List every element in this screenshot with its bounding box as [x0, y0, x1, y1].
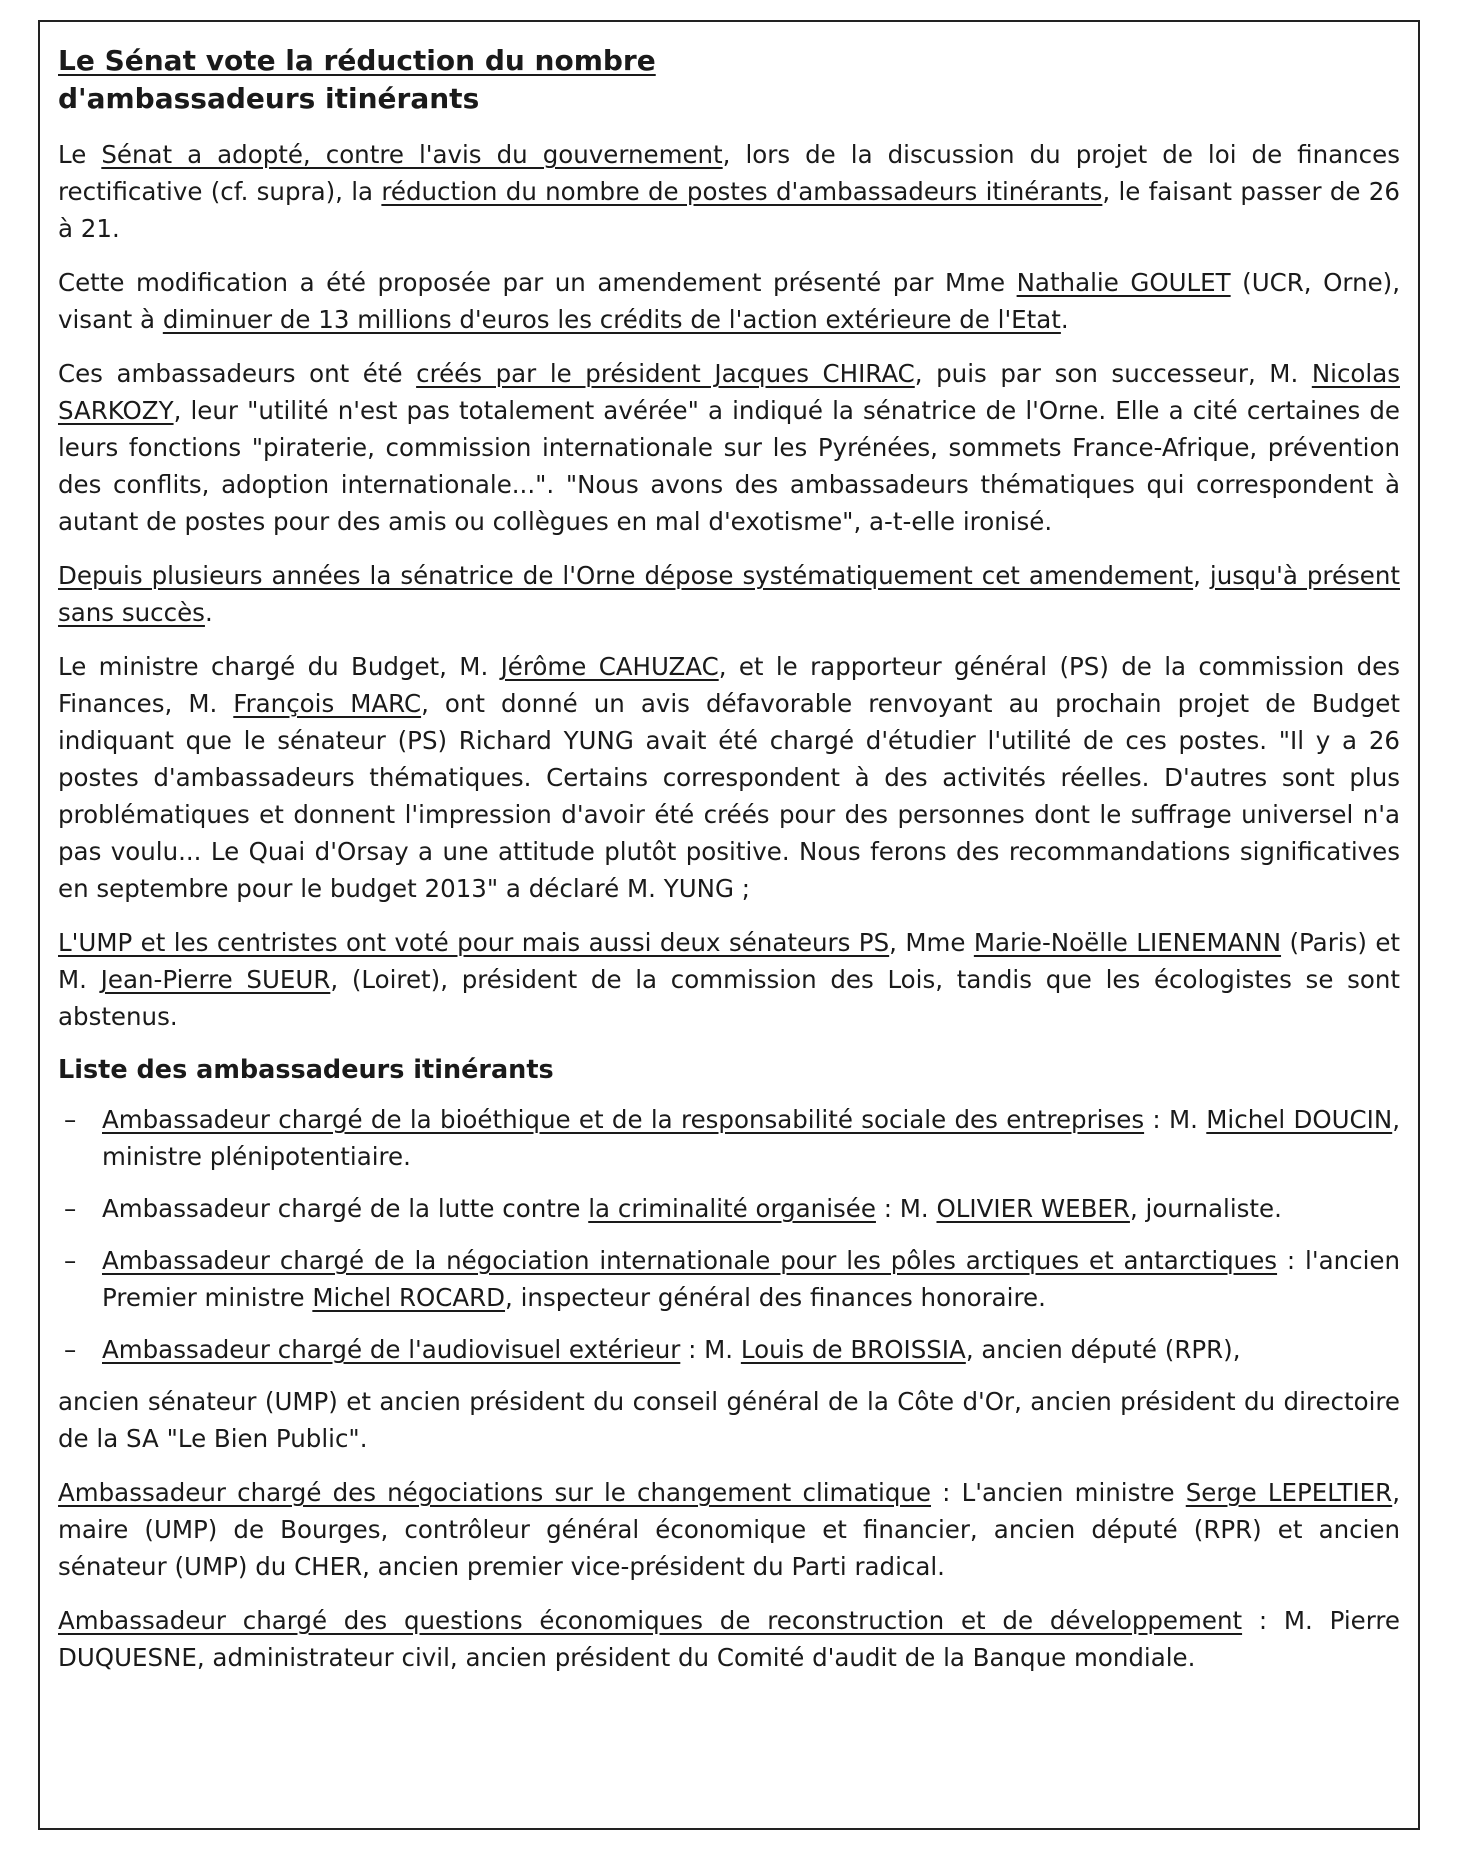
text: , le faisant passer de 26 à 21. [58, 177, 1400, 243]
dash-bullet: – [64, 1246, 77, 1275]
paragraph-5 [58, 648, 1400, 907]
underlined-text: réduction du nombre de postes d'ambassadeurs itinérants [381, 177, 1103, 206]
text: Le [58, 140, 102, 169]
underlined-text: Serge LEPELTIER [1185, 1478, 1393, 1507]
underlined-text: Louis de BROISSIA [740, 1335, 966, 1364]
dash-bullet: – [64, 1105, 77, 1134]
underlined-text: Michel DOUCIN [1206, 1105, 1393, 1134]
underlined-text: la criminalité organisée [588, 1194, 876, 1223]
underlined-text: Michel ROCARD [312, 1283, 506, 1312]
paragraph-4 [58, 557, 1400, 631]
list-item-continuation: ancien sénateur (UMP) et ancien président du conseil général de la Côte d'Or, ancien président du directoire de la SA "Le Bien Public". [58, 1387, 1400, 1453]
paragraph-2 [58, 264, 1400, 338]
title-line-2: d'ambassadeurs itinérants [58, 82, 480, 115]
text: , [1193, 561, 1210, 590]
text: , inspecteur général des finances honoraire. [505, 1283, 1046, 1312]
underlined-text: créés par le président Jacques CHIRAC [416, 359, 915, 388]
underlined-text: jusqu'à présent sans succès [58, 561, 1400, 627]
underlined-text: Nicolas SARKOZY [58, 359, 1400, 425]
underlined-text: L'UMP et les centristes ont voté pour mais aussi deux sénateurs PS [58, 928, 890, 957]
underlined-text: Depuis plusieurs années la sénatrice de l'Orne dépose systématiquement cet amendement [58, 561, 1194, 590]
underlined-text: Ambassadeur chargé des questions économiques de reconstruction et de développement [58, 1606, 1243, 1635]
text: , et le rapporteur général (PS) de la commission des Finances, M. [58, 652, 1400, 718]
text: , journaliste. [1129, 1194, 1282, 1223]
text: : M. Pierre DUQUESNE, administrateur civil, ancien président du Comité d'audit de la Banque mondiale. [58, 1606, 1400, 1672]
text: : M. [1144, 1105, 1207, 1134]
text: , puis par son successeur, M. [914, 359, 1312, 388]
text: : l'ancien Premier ministre [102, 1246, 1401, 1312]
article-title [58, 42, 758, 118]
text: (UCR, Orne), visant à [58, 268, 1401, 334]
dash-bullet: – [64, 1335, 77, 1364]
text: , maire (UMP) de Bourges, contrôleur général économique et financier, ancien député (RPR) et ancien sénateur (UMP) du CHER, ancien premier vice-président du Parti radical. [58, 1478, 1400, 1581]
text: : L'ancien ministre [931, 1478, 1186, 1507]
underlined-text: Jean-Pierre SUEUR [100, 965, 331, 994]
dash-bullet: – [64, 1194, 77, 1223]
text: . [1060, 305, 1069, 334]
article-content [58, 42, 1400, 1818]
paragraph-6 [58, 924, 1400, 1035]
text: . [204, 598, 213, 627]
underlined-text: diminuer de 13 millions d'euros les crédits de l'action extérieure de l'Etat [162, 305, 1061, 334]
text: : M. [875, 1194, 937, 1223]
text: Ces ambassadeurs ont été [58, 359, 417, 388]
text: , (Loiret), président de la commission des Lois, tandis que les écologistes se sont abstenus. [58, 965, 1400, 1031]
title-line-1: Le Sénat vote la réduction du nombre [58, 44, 656, 77]
list-heading: Liste des ambassadeurs itinérants [58, 1055, 554, 1085]
text: Cette modification a été proposée par un amendement présenté par Mme [58, 268, 1017, 297]
underlined-text: Nathalie GOULET [1016, 268, 1231, 297]
article-frame [38, 20, 1420, 1830]
text: Ambassadeur chargé de la lutte contre [102, 1194, 589, 1223]
list-item [58, 1101, 1400, 1175]
underlined-text: Ambassadeur chargé de la négociation internationale pour les pôles arctiques et antarctiques [102, 1246, 1278, 1275]
paragraph-3 [58, 355, 1400, 540]
text: , leur "utilité n'est pas totalement avérée" a indiqué la sénatrice de l'Orne. Elle a cité certaines de leurs fonctions "piraterie, commission internationale sur les Pyrénées, sommets France-Afrique, prévention des conflits, adoption internationale...". "Nous avons des ambassadeurs thématiques qui correspondent à autant de postes pour des amis ou collègues en mal d'exotisme", a-t-elle ironisé. [58, 396, 1400, 536]
underlined-text: OLIVIER WEBER [936, 1194, 1130, 1223]
paragraph-1 [58, 136, 1400, 247]
text: : M. [680, 1335, 741, 1364]
underlined-text: Jérôme CAHUZAC [500, 652, 719, 681]
list-item [58, 1331, 1400, 1368]
text: , ont donné un avis défavorable renvoyant au prochain projet de Budget indiquant que le sénateur (PS) Richard YUNG avait été chargé d'étudier l'utilité de ces postes. "Il y a 26 postes d'ambassadeurs thématiques. Certains correspondent à des activités réelles. D'autres sont plus problématiques et donnent l'impression d'avoir été créés pour des personnes dont le suffrage universel n'a pas voulu... Le Quai d'Orsay a une attitude plutôt positive. Nous ferons des recommandations significatives en septembre pour le budget 2013" a déclaré M. YUNG ; [58, 689, 1400, 903]
underlined-text: Sénat a adopté, contre l'avis du gouvernement [101, 140, 723, 169]
list-item [58, 1190, 1400, 1227]
text: , ancien député (RPR), [965, 1335, 1241, 1364]
underlined-text: Marie-Noëlle LIENEMANN [973, 928, 1282, 957]
text: , ministre plénipotentiaire. [102, 1105, 1400, 1171]
text: , lors de la discussion du projet de loi de finances rectificative (cf. supra), la [58, 140, 1400, 206]
text: (Paris) et M. [58, 928, 1401, 994]
text: , Mme [889, 928, 974, 957]
paragraph-8 [58, 1602, 1400, 1676]
underlined-text: Ambassadeur chargé de l'audiovisuel extérieur [102, 1335, 681, 1364]
underlined-text: François MARC [233, 689, 422, 718]
underlined-text: Ambassadeur chargé de la bioéthique et de la responsabilité sociale des entreprises [102, 1105, 1145, 1134]
paragraph-7 [58, 1474, 1400, 1585]
list-item [58, 1242, 1400, 1316]
underlined-text: Ambassadeur chargé des négociations sur le changement climatique [58, 1478, 931, 1507]
text: Le ministre chargé du Budget, M. [58, 652, 501, 681]
